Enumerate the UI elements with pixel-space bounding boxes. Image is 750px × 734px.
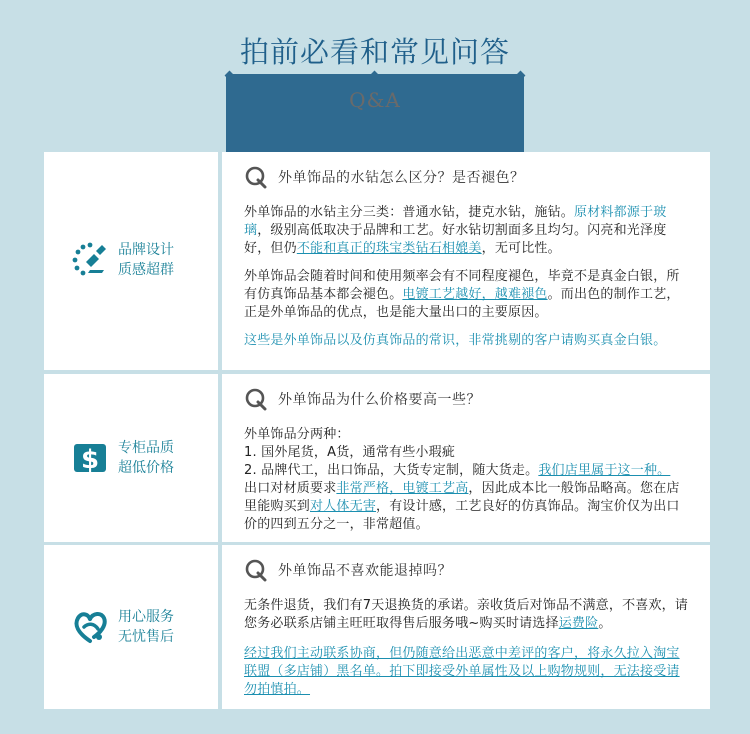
answer-paragraph — [244, 268, 690, 322]
feature-panel — [44, 545, 218, 709]
answer-text: 。而出色的制作工艺，正是外单饰品的优点，也是能大量出口的主要原因。 — [244, 287, 680, 320]
feature-badge — [70, 607, 174, 647]
page-title: 拍前必看和常见问答 — [239, 35, 510, 69]
faq-content — [222, 152, 710, 370]
answer-text: ，有设计感，工艺良好的仿真饰品。淘宝价仅为出口价的四到五分之一，非常超值。 — [244, 499, 680, 532]
answer-warning: 经过我们主动联系协商，但仍随意给出恶意中差评的客户，将永久拉入淘宝联盟（多店铺）黑名单。拍下即接受外单属性及以上购物规则，无法接受请勿拍慎拍。 — [244, 646, 680, 697]
quality-star-icon — [70, 240, 110, 280]
answer-line: 外单饰品分两种： — [244, 427, 350, 442]
answer-text: ，级别高低取决于品牌和工艺。好水钻切割面多且均匀。闪亮和光泽度好，但仍 — [244, 223, 667, 256]
answer-text: 出口对材质要求 — [244, 481, 337, 496]
faq-content — [222, 374, 710, 542]
page-subtitle: Q&A — [349, 88, 401, 112]
answer-paragraph — [244, 597, 690, 633]
answer-highlight: 对人体无害 — [310, 499, 377, 514]
answer-highlight: 运费险 — [558, 616, 599, 631]
faq-question — [244, 557, 690, 583]
answer-text: ，无可比性。 — [481, 241, 561, 256]
answer-highlight: 原材料都源于玻璃 — [244, 205, 667, 238]
svg-text:$: $ — [80, 445, 100, 475]
answer-note: 这些是外单饰品以及仿真饰品的常识，非常挑剔的客户请购买真金白银。 — [244, 333, 667, 348]
answer-highlight: 我们店里属于这一种。 — [538, 463, 671, 478]
feature-label-line1: 专柜品质 — [118, 440, 174, 456]
dollar-icon — [70, 438, 110, 478]
answer-line: 1. 国外尾货，A货，通常有些小瑕疵 — [244, 445, 456, 460]
answer-highlight: 非常严格，电镀工艺高 — [336, 481, 469, 496]
feature-label-line1: 用心服务 — [118, 609, 174, 625]
faq-section-price — [44, 374, 710, 542]
answer-line — [244, 462, 690, 480]
faq-question — [244, 164, 690, 190]
answer-line — [244, 480, 690, 534]
feature-label-line2: 质感超群 — [118, 262, 174, 278]
question-text: 外单饰品的水钻怎么区分？是否褪色？ — [278, 170, 525, 186]
answer-text: 。 — [598, 616, 612, 631]
question-q-icon — [244, 165, 268, 189]
answer-text: 2. 品牌代工，出口饰品，大货专定制，随大货走。 — [244, 463, 539, 478]
feature-panel — [44, 152, 218, 370]
faq-section-rhinestone — [44, 152, 710, 370]
feature-badge — [70, 438, 174, 478]
answer-text: 外单饰品的水钻主分三类：普通水钻，捷克水钻，施钻。 — [244, 205, 575, 220]
answer-paragraph — [244, 204, 690, 258]
service-heart-icon — [70, 607, 110, 647]
answer-text: 无条件退货，我们有7天退换货的承诺。亲收货后对饰品不满意，不喜欢，请您务必联系店铺主旺旺取得售后服务哦~购买时请选择 — [244, 598, 689, 631]
question-text: 外单饰品不喜欢能退掉吗？ — [278, 563, 452, 579]
feature-label-line1: 品牌设计 — [118, 242, 174, 258]
faq-content — [222, 545, 710, 709]
feature-panel — [44, 374, 218, 542]
page-header — [0, 0, 750, 150]
faq-question — [244, 386, 690, 412]
answer-highlight: 电镀工艺越好，越难褪色 — [402, 287, 548, 302]
question-q-icon — [244, 558, 268, 582]
faq-section-return — [44, 545, 710, 709]
answer-paragraph — [244, 426, 690, 534]
feature-badge — [70, 240, 174, 280]
question-text: 外单饰品为什么价格要高一些？ — [278, 392, 481, 408]
feature-label-line2: 超低价格 — [118, 460, 174, 476]
answer-text: ，因此成本比一般饰品略高。您在店里能购买到 — [244, 481, 680, 514]
answer-text: 外单饰品会随着时间和使用频率会有不同程度褪色，毕竟不是真金白银，所有仿真饰品基本都会褪色。 — [244, 269, 680, 302]
answer-highlight: 不能和真正的珠宝类钻石相媲美 — [296, 241, 482, 256]
feature-label-line2: 无忧售后 — [118, 629, 174, 645]
question-q-icon — [244, 387, 268, 411]
